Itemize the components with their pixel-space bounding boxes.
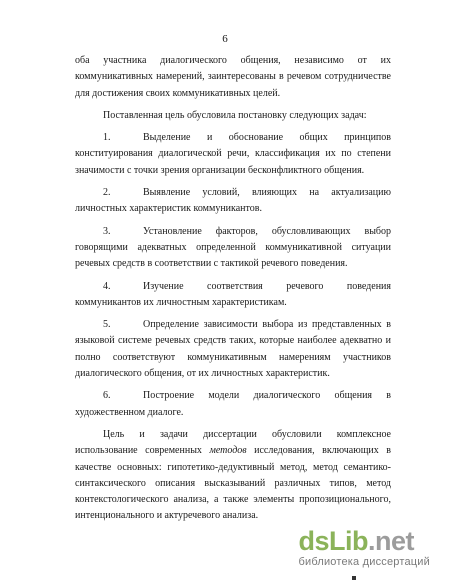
scan-artifact [352,576,356,580]
task-item-2 [75,185,391,218]
paragraph-tasks-intro: Поставленная цель обусловила постановку следующих задач: [103,109,367,121]
methods-emphasis: методов [209,445,247,457]
logo-ds: ds [298,526,329,556]
document-body [75,53,391,525]
task-item-6 [75,388,391,421]
task-number: 5. [103,319,111,331]
logo-lib: Lib [328,526,368,556]
watermark-tagline: библиотека диссертаций [298,556,430,568]
task-number: 1. [103,132,111,144]
logo-net: .net [367,526,414,556]
task-number: 6. [103,390,111,402]
task-text: Установление факторов, обусловливающих выбор говорящими адекватных определенной коммуникативной ситуации речевых средств в соответствии с тактикой речевого поведения. [75,225,391,270]
task-text: Построение модели диалогического общения в художественном диалоге. [75,390,391,418]
task-number: 2. [103,187,111,199]
dslib-logo [298,528,430,555]
task-item-5 [75,317,391,382]
task-text: Изучение соответствия речевого поведения коммуникантов их личностным характеристикам. [75,280,391,308]
task-item-4 [75,279,391,312]
paragraph-continuation: оба участника диалогического общения, независимо от их коммуникативных намерений, заинтересованы в речевом сотрудничестве для достижения своих коммуникативных целей. [75,55,391,99]
task-item-3 [75,224,391,273]
task-text: Выявление условий, влияющих на актуализацию личностных характеристик коммуникантов. [75,187,391,215]
paragraph-methods [75,427,391,525]
task-item-1 [75,130,391,179]
task-text: Выделение и обоснование общих принципов конституирования диалогической речи, классификация их по степени значимости с точки зрения организации бесконфликтного общения. [75,132,391,176]
task-number: 4. [103,280,111,292]
dslib-watermark [298,528,430,568]
methods-text-start: Цель и задачи диссертации обусловили комплексное использование современных [75,428,391,457]
task-text: Определение зависимости выбора из представленных в языковой системе речевых средств таких, которые наиболее адекватно и полно соответствуют коммуникативным намерениям участников диалогического общения, от их личностных характеристик. [75,319,391,380]
methods-text-end: исследования, включающих в качестве основных: гипотетико-дедуктивный метод, метод семантико-синтаксического описания высказываний различных типов, метод контекстологического анализа, а также элементы пропозиционального, интенционального и актуречевого анализа. [75,445,391,522]
task-number: 3. [103,225,111,237]
page-number: 6 [222,33,228,45]
